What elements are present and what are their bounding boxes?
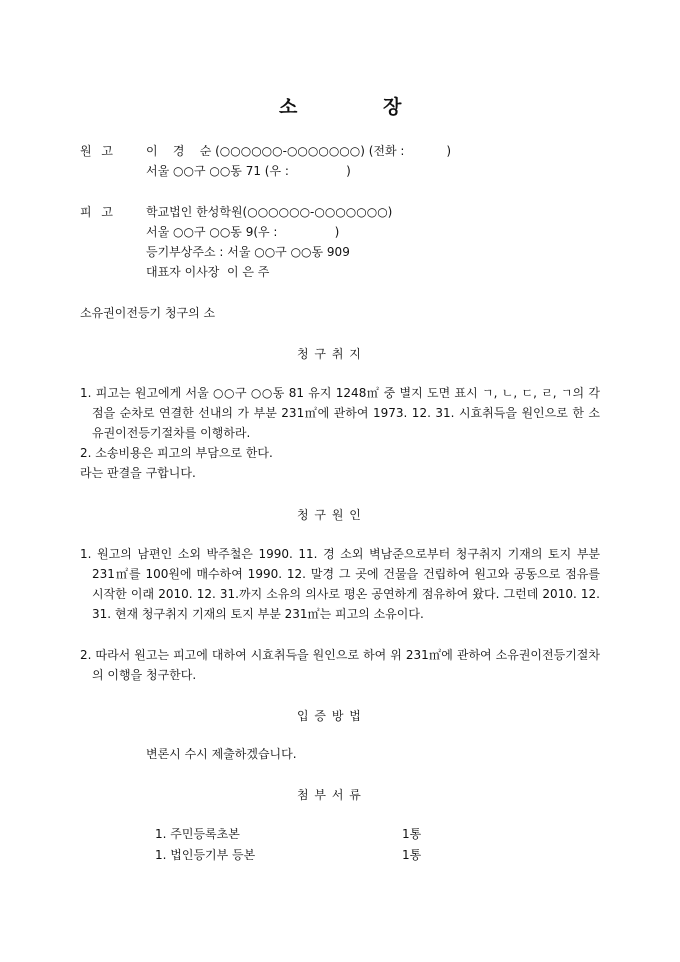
- defendant-label: 피 고: [80, 205, 113, 219]
- cause-item-2: 2. 따라서 원고는 피고에 대하여 시효취득을 원인으로 하여 위 231㎡에 관하여 소유권이전등기절차의 이행을 청구한다.: [80, 648, 600, 682]
- attachment-name-2: 1. 법인등기부 등본: [155, 848, 256, 862]
- claim-closing: 라는 판결을 구합니다.: [80, 466, 196, 480]
- claim-item-2: 2. 소송비용은 피고의 부담으로 한다.: [80, 446, 273, 460]
- attachment-name-1: 1. 주민등록초본: [155, 827, 240, 841]
- plaintiff-name: 이 경 순 (○○○○○○-○○○○○○○) (전화 : ): [146, 144, 452, 158]
- defendant-representative: 대표자 이사장 이 은 주: [146, 265, 270, 279]
- defendant-registered-address: 등기부상주소 : 서울 ○○구 ○○동 909: [146, 245, 350, 259]
- claim-item-1: 1. 피고는 원고에게 서울 ○○구 ○○동 81 유지 1248㎡ 중 별지 도면 표시 ㄱ, ㄴ, ㄷ, ㄹ, ㄱ의 각 점을 순차로 연결한 선내의 가 부분 231㎡에 관하여 1973. 12. 31. 시효취득을 원인으로 한 소유권이전등기절차를 이행하라.: [80, 386, 600, 440]
- attachment-count-1: 1통: [402, 827, 422, 841]
- title-left: 소: [279, 96, 298, 118]
- plaintiff-address: 서울 ○○구 ○○동 71 (우 : ): [146, 164, 351, 178]
- defendant-name: 학교법인 한성학원(○○○○○○-○○○○○○○): [146, 205, 393, 219]
- cause-item-1: 1. 원고의 남편인 소외 박주철은 1990. 11. 경 소외 벽남준으로부터 청구취지 기재의 토지 부분 231㎡를 100원에 매수하여 1990. 12. 말경 그 곳에 건물을 건립하여 원고와 공동으로 점유를 시작한 이래 2010. 12. 31.까지 소유의 의사로 평온 공연하게 점유하여 왔다. 그런데 2010. 12. 31. 현재 청구취지 기재의 토지 부분 231㎡는 피고의 소유이다.: [80, 547, 600, 621]
- evidence-text: 변론시 수시 제출하겠습니다.: [146, 747, 297, 761]
- cause-heading: 청 구 원 인: [297, 508, 362, 522]
- title-right: 장: [383, 96, 402, 118]
- claim-heading: 청 구 취 지: [297, 347, 362, 361]
- defendant-address: 서울 ○○구 ○○동 9(우 : ): [146, 225, 340, 239]
- attachments-heading: 첨 부 서 류: [297, 788, 362, 802]
- attachment-count-2: 1통: [402, 848, 422, 862]
- evidence-heading: 입 증 방 법: [297, 709, 362, 723]
- plaintiff-label: 원 고: [80, 144, 113, 158]
- case-name: 소유권이전등기 청구의 소: [80, 306, 216, 320]
